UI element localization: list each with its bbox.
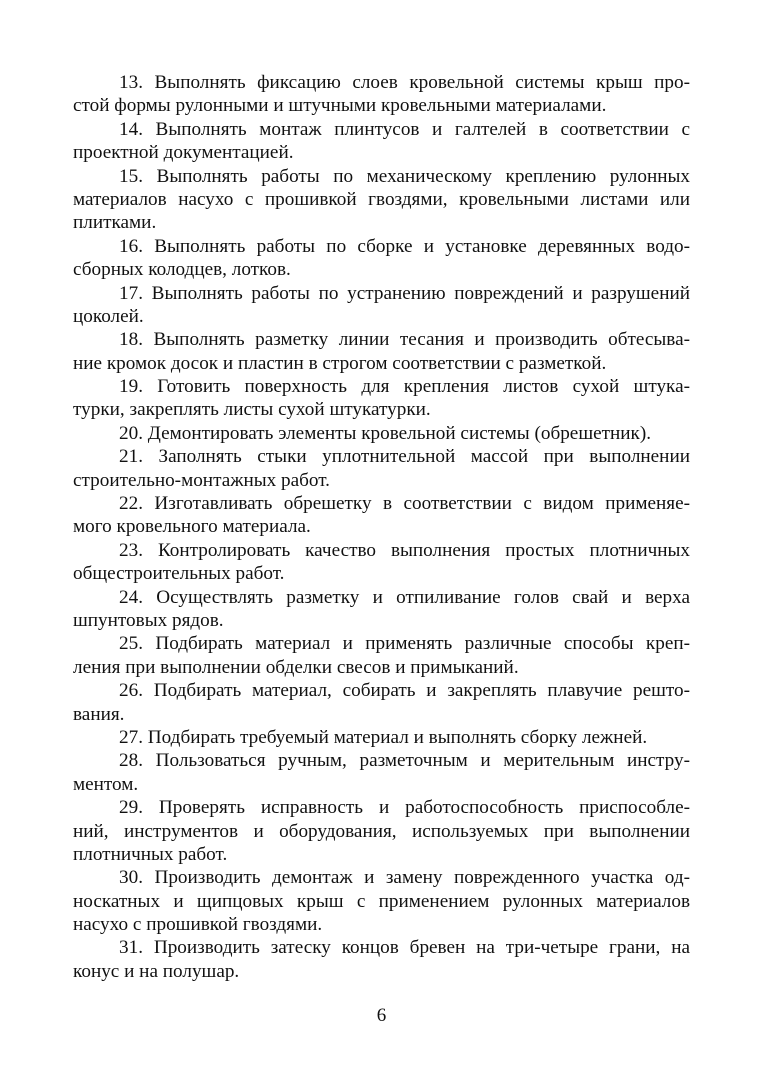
text-line: ления при выполнении обделки свесов и примыканий. bbox=[73, 656, 519, 678]
list-item bbox=[73, 749, 690, 796]
list-item bbox=[73, 71, 690, 118]
list-item bbox=[73, 726, 690, 749]
list-item bbox=[73, 165, 690, 235]
list-item bbox=[73, 539, 690, 586]
text-line: вания. bbox=[73, 703, 125, 725]
list-item bbox=[73, 328, 690, 375]
text-line: 30. Производить демонтаж и замену поврежденного участка од- bbox=[119, 867, 690, 889]
text-line: 21. Заполнять стыки уплотнительной массой при выполнении bbox=[119, 446, 690, 468]
list-item bbox=[73, 679, 690, 726]
text-line: 15. Выполнять работы по механическому креплению рулонных bbox=[119, 165, 690, 187]
text-line: 25. Подбирать материал и применять различные способы креп- bbox=[119, 633, 690, 655]
text-line: мого кровельного материала. bbox=[73, 516, 311, 538]
text-line: 27. Подбирать требуемый материал и выполнять сборку лежней. bbox=[119, 726, 648, 748]
text-line: стой формы рулонными и штучными кровельными материалами. bbox=[73, 95, 607, 117]
text-line: конус и на полушар. bbox=[73, 960, 240, 982]
text-line: общестроительных работ. bbox=[73, 563, 285, 585]
text-line: 28. Пользоваться ручным, разметочным и мерительным инстру- bbox=[119, 750, 690, 772]
list-item bbox=[73, 445, 690, 492]
text-line: 24. Осуществлять разметку и отпиливание голов свай и верха bbox=[119, 586, 690, 608]
list-item bbox=[73, 586, 690, 633]
text-line: сборных колодцев, лотков. bbox=[73, 259, 291, 281]
list-item bbox=[73, 282, 690, 329]
list-item bbox=[73, 936, 690, 983]
list-item bbox=[73, 118, 690, 165]
text-line: насухо с прошивкой гвоздями. bbox=[73, 914, 323, 936]
list-item bbox=[73, 866, 690, 936]
list-item bbox=[73, 632, 690, 679]
list-item bbox=[73, 796, 690, 866]
text-line: 16. Выполнять работы по сборке и установке деревянных водо- bbox=[119, 235, 690, 257]
text-line: проектной документацией. bbox=[73, 142, 294, 164]
text-line: ний, инструментов и оборудования, используемых при выполнении bbox=[73, 820, 690, 842]
list-item bbox=[73, 422, 690, 445]
text-line: 31. Производить затеску концов бревен на три-четыре грани, на bbox=[119, 937, 690, 959]
list-item bbox=[73, 492, 690, 539]
list-item bbox=[73, 235, 690, 282]
text-line: ние кромок досок и пластин в строгом соответствии с разметкой. bbox=[73, 352, 607, 374]
text-line: цоколей. bbox=[73, 305, 144, 327]
text-line: плотничных работ. bbox=[73, 843, 228, 865]
text-line: шпунтовых рядов. bbox=[73, 609, 224, 631]
text-line: 18. Выполнять разметку линии тесания и производить обтесыва- bbox=[119, 329, 690, 351]
text-line: 13. Выполнять фиксацию слоев кровельной системы крыш про- bbox=[119, 72, 690, 93]
text-line: носкатных и щипцовых крыш с применением рулонных материалов bbox=[73, 890, 690, 912]
text-line: 22. Изготавливать обрешетку в соответствии с видом применяе- bbox=[119, 493, 690, 515]
text-line: 14. Выполнять монтаж плинтусов и галтелей в соответствии с bbox=[119, 118, 690, 140]
text-line: 26. Подбирать материал, собирать и закреплять плавучие решто- bbox=[119, 680, 690, 702]
text-line: ментом. bbox=[73, 773, 139, 795]
text-line: 23. Контролировать качество выполнения простых плотничных bbox=[119, 539, 690, 561]
text-line: турки, закреплять листы сухой штукатурки. bbox=[73, 399, 431, 421]
text-line: 17. Выполнять работы по устранению повреждений и разрушений bbox=[119, 282, 690, 304]
text-line: 29. Проверять исправность и работоспособность приспособле- bbox=[119, 797, 690, 819]
text-line: плитками. bbox=[73, 212, 157, 234]
text-line: строительно-монтажных работ. bbox=[73, 469, 330, 491]
body-text bbox=[73, 71, 690, 983]
list-item bbox=[73, 375, 690, 422]
page-number: 6 bbox=[376, 1005, 387, 1026]
text-line: 19. Готовить поверхность для крепления листов сухой штука- bbox=[119, 376, 690, 398]
text-line: материалов насухо с прошивкой гвоздями, кровельными листами или bbox=[73, 188, 690, 210]
text-line: 20. Демонтировать элементы кровельной системы (обрешетник). bbox=[119, 422, 652, 444]
